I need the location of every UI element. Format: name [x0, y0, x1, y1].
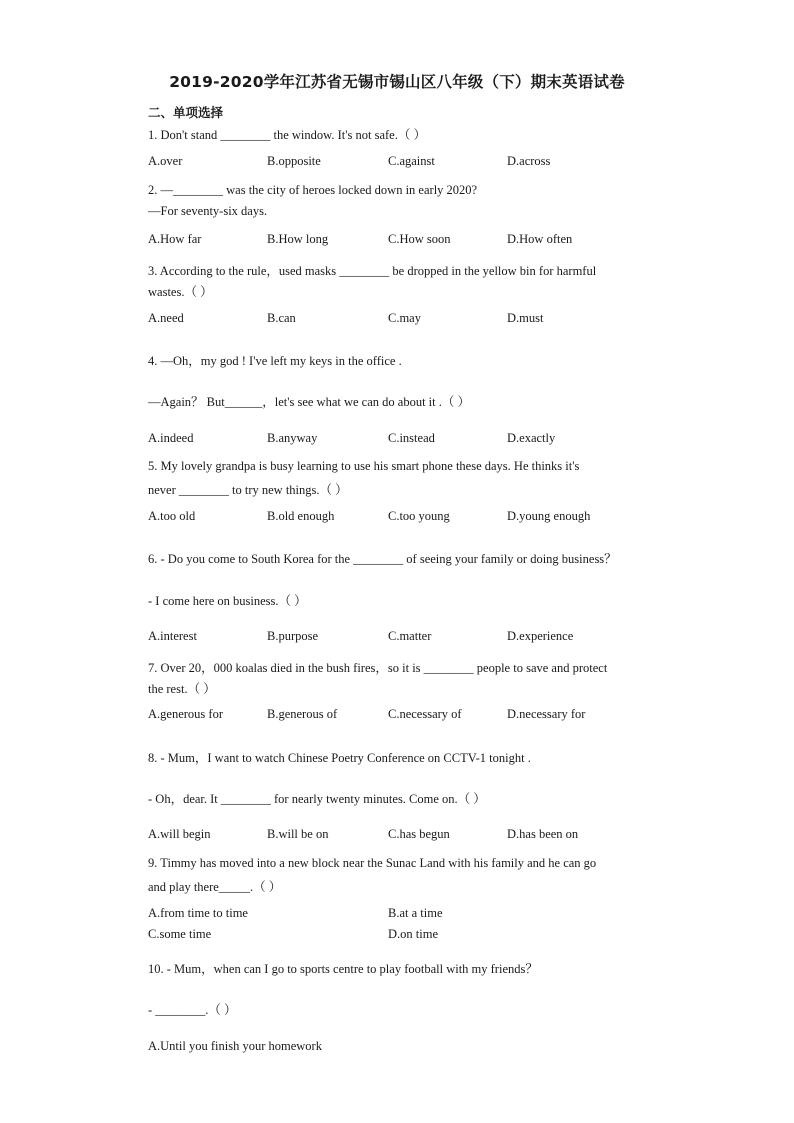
option-b: B.can — [267, 311, 296, 325]
option-d: D.has been on — [507, 827, 579, 841]
option-c: C.too young — [388, 509, 450, 523]
exam-title: 2019-2020学年江苏省无锡市锡山区八年级（下）期末英语试卷 — [169, 73, 625, 91]
question-text: - Oh，dear. It ________ for nearly twenty minutes. Come on.（ ） — [148, 792, 486, 806]
option-a: A.Until you finish your homework — [148, 1039, 322, 1053]
option-b: B.old enough — [267, 509, 335, 523]
option-a: A.need — [148, 311, 184, 325]
question-text: never ________ to try new things.（ ） — [148, 483, 348, 497]
option-d: D.exactly — [507, 431, 556, 445]
question-text: wastes.（ ） — [148, 285, 213, 299]
question-text: 10. - Mum，when can I go to sports centre to play football with my friends？ — [148, 962, 538, 976]
option-d: D.experience — [507, 629, 574, 643]
option-c: C.has begun — [388, 827, 450, 841]
option-b: B.opposite — [267, 154, 321, 168]
option-c: C.matter — [388, 629, 432, 643]
question-text: 7. Over 20，000 koalas died in the bush fires，so it is ________ people to save and protect — [148, 661, 608, 675]
question-text: - ________.（ ） — [148, 1003, 237, 1017]
option-a: A.from time to time — [148, 906, 248, 920]
option-d: D.must — [507, 311, 544, 325]
question-text: 1. Don't stand ________ the window. It's not safe.（ ） — [148, 128, 426, 142]
question-text: 9. Timmy has moved into a new block near the Sunac Land with his family and he can go — [148, 856, 597, 870]
option-a: A.indeed — [148, 431, 194, 445]
question-text: 5. My lovely grandpa is busy learning to use his smart phone these days. He thinks it's — [148, 459, 580, 473]
question-text: 8. - Mum，I want to watch Chinese Poetry Conference on CCTV-1 tonight . — [148, 751, 531, 765]
option-b: B.purpose — [267, 629, 319, 643]
option-c: C.against — [388, 154, 435, 168]
question-text: the rest.（ ） — [148, 682, 216, 696]
option-a: A.generous for — [148, 707, 223, 721]
option-b: B.How long — [267, 232, 329, 246]
option-c: C.necessary of — [388, 707, 462, 721]
option-a: A.interest — [148, 629, 197, 643]
option-d: D.How often — [507, 232, 573, 246]
option-d: D.necessary for — [507, 707, 586, 721]
question-text: 3. According to the rule，used masks ________ be dropped in the yellow bin for harmful — [148, 264, 597, 278]
section-heading: 二、单项选择 — [148, 105, 224, 120]
option-a: A.How far — [148, 232, 202, 246]
option-c: C.instead — [388, 431, 435, 445]
option-a: A.over — [148, 154, 183, 168]
option-d: D.on time — [388, 927, 438, 941]
option-c: C.may — [388, 311, 421, 325]
option-c: C.some time — [148, 927, 212, 941]
question-text: 6. - Do you come to South Korea for the ________ of seeing your family or doing business？ — [148, 552, 617, 566]
option-a: A.will begin — [148, 827, 211, 841]
question-text: —Again？ But______，let's see what we can do about it .（ ） — [148, 395, 470, 409]
option-b: B.will be on — [267, 827, 329, 841]
question-text: —For seventy-six days. — [148, 204, 268, 218]
option-b: B.generous of — [267, 707, 338, 721]
option-b: B.anyway — [267, 431, 318, 445]
question-text: 2. —________ was the city of heroes locked down in early 2020? — [148, 183, 478, 197]
option-b: B.at a time — [388, 906, 443, 920]
question-text: and play there_____.（ ） — [148, 880, 282, 894]
question-text: - I come here on business.（ ） — [148, 594, 307, 608]
option-c: C.How soon — [388, 232, 451, 246]
option-d: D.across — [507, 154, 551, 168]
option-a: A.too old — [148, 509, 196, 523]
option-d: D.young enough — [507, 509, 591, 523]
question-text: 4. —Oh，my god ! I've left my keys in the office . — [148, 354, 402, 368]
